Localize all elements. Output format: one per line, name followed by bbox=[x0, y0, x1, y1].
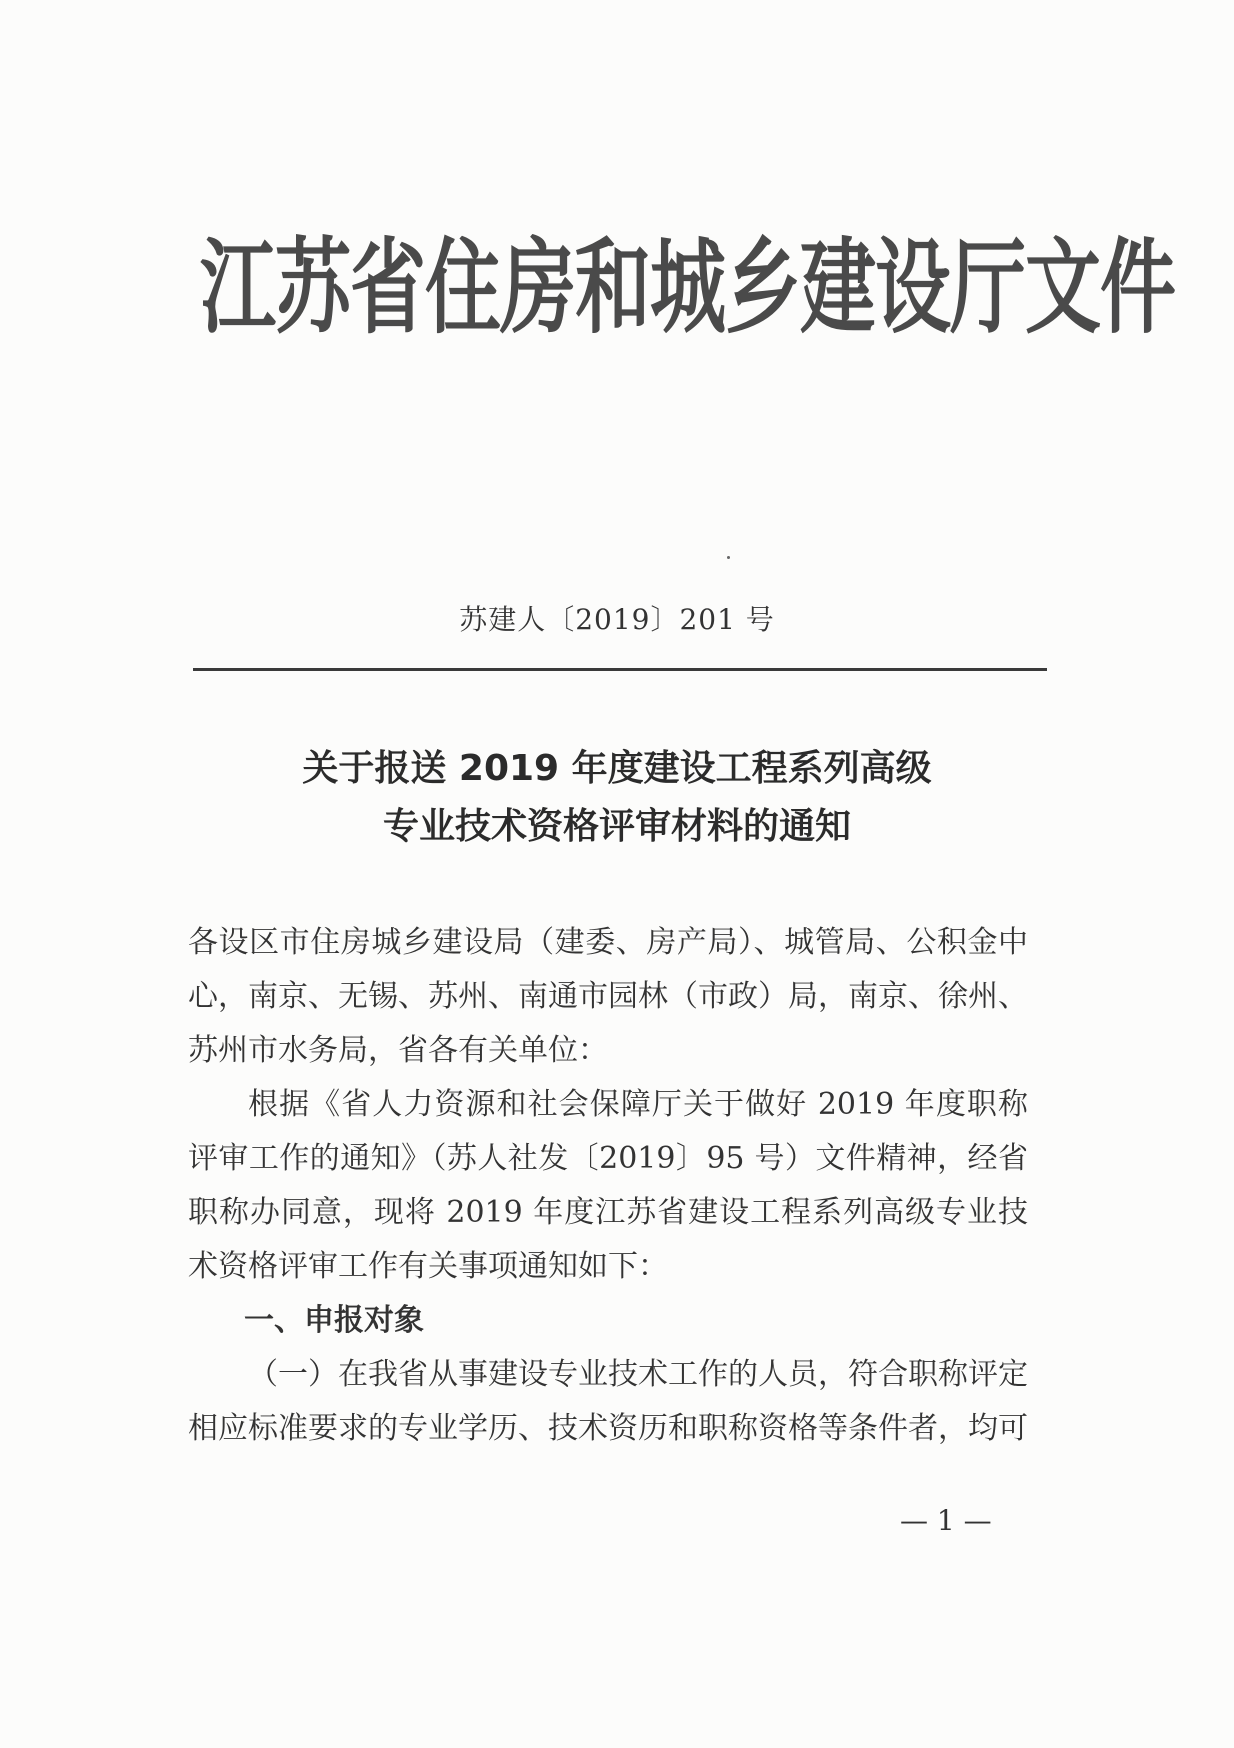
notice-title-line-2: 专业技术资格评审材料的通知 bbox=[382, 806, 851, 847]
agency-header-title: 江苏省住房和城乡建设厅文件 bbox=[200, 227, 1175, 348]
page-number: — 1 — bbox=[900, 1504, 992, 1537]
header-divider-rule bbox=[193, 668, 1047, 671]
document-number: 苏建人〔2019〕201 号 bbox=[459, 603, 775, 636]
notice-title bbox=[0, 740, 1234, 856]
scan-speck bbox=[727, 556, 730, 559]
recipients-paragraph: 各设区市住房城乡建设局（建委、房产局）、城管局、公积金中心，南京、无锡、苏州、南通市园林（市政）局，南京、徐州、苏州市水务局，省各有关单位： bbox=[188, 925, 1028, 1068]
section-heading-1: 一、申报对象 bbox=[244, 1303, 424, 1338]
notice-body bbox=[188, 916, 1028, 1456]
body-paragraph-1: 根据《省人力资源和社会保障厅关于做好 2019 年度职称评审工作的通知》（苏人社发〔2019〕95 号）文件精神，经省职称办同意，现将 2019 年度江苏省建设工程系列高级专业技术资格评审工作有关事项通知如下： bbox=[188, 1087, 1028, 1284]
section-1-item-1: （一）在我省从事建设专业技术工作的人员，符合职称评定相应标准要求的专业学历、技术资历和职称资格等条件者，均可 bbox=[188, 1357, 1028, 1446]
notice-title-line-1: 关于报送 2019 年度建设工程系列高级 bbox=[302, 748, 932, 789]
